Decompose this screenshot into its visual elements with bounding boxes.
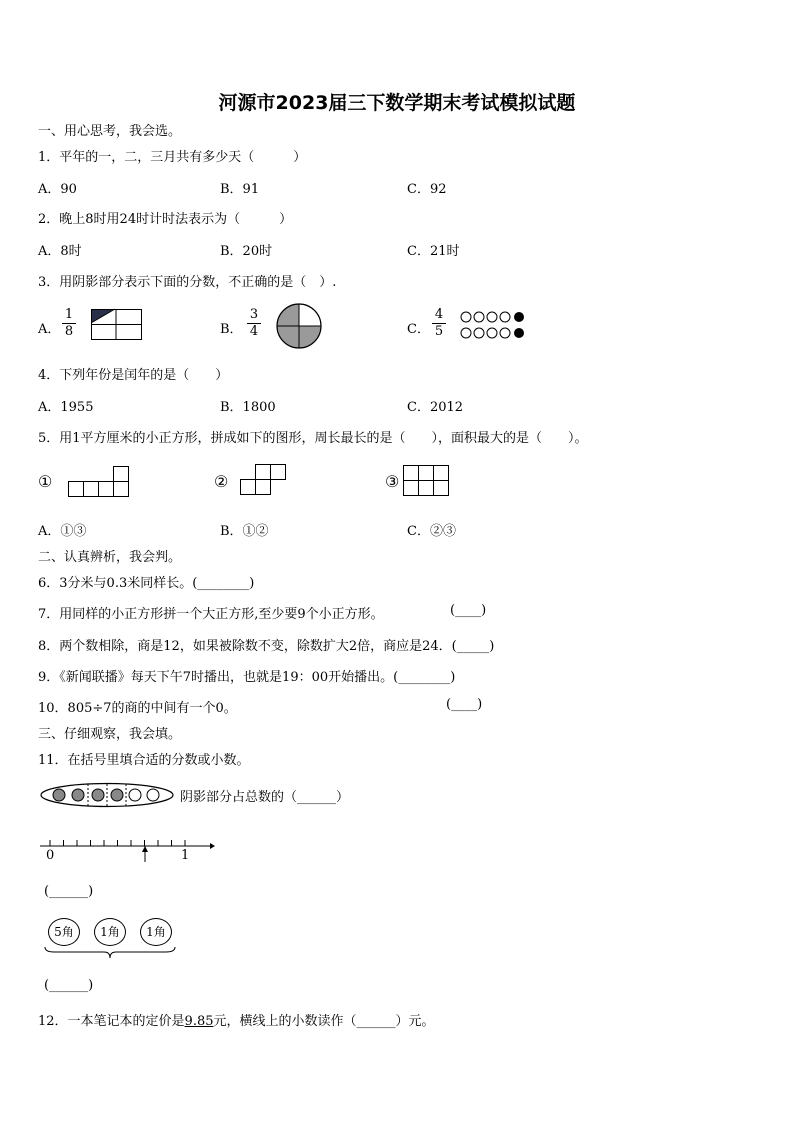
q5-figure-3: [403, 464, 453, 498]
q4-option-b[interactable]: B．1800: [220, 400, 276, 415]
q3-fraction-a-denominator: 8: [64, 324, 74, 339]
question-5: 5．用1平方厘米的小正方形，拼成如下的图形，周长最长的是（ ），面积最大的是（ ）。: [38, 431, 588, 446]
coin-1-jiao-b: 1角: [140, 918, 172, 946]
q3-option-b[interactable]: B．: [220, 322, 243, 337]
q3-fraction-b-numerator: 3: [247, 307, 261, 324]
q12-price: 9.85: [184, 1014, 214, 1029]
question-10: 10．805÷7的商的中间有一个0。: [38, 701, 237, 716]
q11-blank-2[interactable]: (______): [44, 978, 94, 993]
q12-suffix: 元，横线上的小数读作（______）元。: [213, 1014, 435, 1029]
q3-fraction-b-denominator: 4: [249, 324, 259, 339]
coin-5-jiao: 5角: [48, 918, 80, 946]
coin-1-jiao-a: 1角: [94, 918, 126, 946]
q2-option-a[interactable]: A．8时: [38, 244, 82, 259]
question-9: 9．《新闻联播》每天下午7时播出，也就是19：00开始播出。(________): [38, 670, 456, 685]
q2-option-c[interactable]: C．21时: [407, 244, 460, 259]
q11-shaded-portion-label: 阴影部分占总数的（______）: [180, 790, 350, 805]
q5-option-a[interactable]: A．①③: [38, 524, 87, 539]
q7-answer-blank[interactable]: (____): [450, 603, 487, 618]
q11-coin-brace: [44, 946, 176, 960]
q3-fraction-c: [432, 307, 446, 340]
page-title: 河源市2023届三下数学期末考试模拟试题: [218, 92, 576, 114]
q5-option-c[interactable]: C．②③: [407, 524, 456, 539]
question-6: 6．3分米与0.3米同样长。(________): [38, 576, 255, 591]
q3-fraction-b: [247, 307, 261, 340]
q11-number-line-end: 1: [181, 848, 190, 863]
q3-fraction-c-denominator: 5: [434, 324, 444, 339]
q5-figure-2-label: ②: [214, 472, 229, 491]
q5-figure-3-label: ③: [385, 472, 400, 491]
section-2-heading: 二、认真辨析，我会判。: [38, 550, 182, 565]
q3-figure-a-rectangle: [91, 309, 143, 341]
question-2: 2．晚上8时用24时计时法表示为（ ）: [38, 212, 293, 227]
q11-oval-figure: [40, 782, 175, 808]
question-7: 7．用同样的小正方形拼一个大正方形,至少要9个小正方形。: [38, 607, 384, 622]
q1-option-b[interactable]: B．91: [220, 182, 260, 197]
q2-option-b[interactable]: B．20时: [220, 244, 273, 259]
section-3-heading: 三、仔细观察，我会填。: [38, 727, 182, 742]
q3-figure-c-dots: [460, 311, 536, 339]
question-1: 1．平年的一，二，三月共有多少天（ ）: [38, 150, 307, 165]
question-12: [38, 1010, 435, 1029]
q11-number-line-start: 0: [46, 848, 55, 863]
question-4: 4．下列年份是闰年的是（ ）: [38, 368, 229, 383]
q11-blank-1[interactable]: (______): [44, 884, 94, 899]
q3-option-c[interactable]: C．: [407, 322, 430, 337]
q5-figure-2: [240, 463, 290, 497]
q3-fraction-c-numerator: 4: [432, 307, 446, 324]
q12-prefix: 12．一本笔记本的定价是: [38, 1014, 185, 1029]
q3-fraction-a-numerator: 1: [62, 307, 76, 324]
q10-answer-blank[interactable]: (____): [446, 697, 483, 712]
q5-figure-1: [68, 465, 134, 499]
q5-option-b[interactable]: B．①②: [220, 524, 269, 539]
q5-figure-1-label: ①: [38, 472, 53, 491]
q3-figure-b-circle: [276, 303, 322, 349]
question-3: 3．用阴影部分表示下面的分数，不正确的是（ ）.: [38, 275, 337, 290]
q4-option-c[interactable]: C．2012: [407, 400, 464, 415]
q1-option-c[interactable]: C．92: [407, 182, 447, 197]
section-1-heading: 一、用心思考，我会选。: [38, 124, 182, 139]
q4-option-a[interactable]: A．1955: [38, 400, 94, 415]
question-11: 11．在括号里填合适的分数或小数。: [38, 753, 250, 768]
q1-option-a[interactable]: A．90: [38, 182, 77, 197]
q3-fraction-a: [62, 307, 76, 340]
question-8: 8．两个数相除，商是12，如果被除数不变，除数扩大2倍，商应是24．(_____): [38, 639, 495, 654]
q3-option-a[interactable]: A．: [38, 322, 61, 337]
